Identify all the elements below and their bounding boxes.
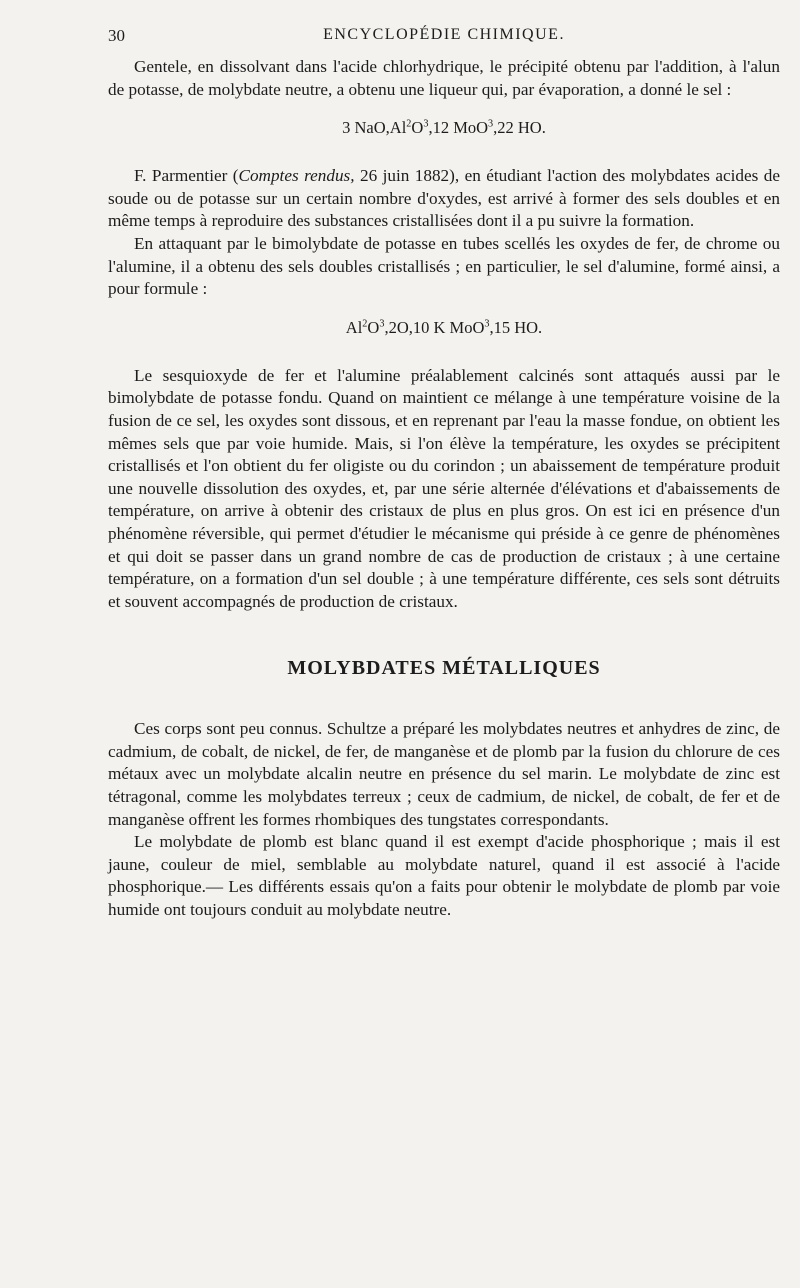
section-heading: MOLYBDATES MÉTALLIQUES: [287, 657, 601, 680]
paragraph-parmentier: F. Parmentier (Comptes rendus, 26 juin 1882), en étudiant l'action des molybdates acides de soude ou de potasse sur un certain nombre d'oxydes, est arrivé à former des sels doubles et en même temps à reproduire des substances cristallisées dont il a pu suivre la formation.: [108, 166, 780, 231]
page-body: [108, 56, 780, 922]
paragraph-bimolybdate-tubes: En attaquant par le bimolybdate de potasse en tubes scellés les oxydes de fer, de chrome ou l'alumine, il a obtenu des sels doubles cristallisés ; en particulier, le sel d'alumine, formé ainsi, a pour formule :: [108, 233, 780, 299]
formula-gentele-salt: 3 $NaO,Al^2O^3,12$ MoO$^3$,22 HO.: [342, 118, 546, 138]
formula-alumina-salt: $Al^2O^3,2O,10$ K MoO$^3$,15 HO.: [345, 317, 543, 337]
paragraph-sesquioxyde: Le sesquioxyde de fer et l'alumine préalablement calcinés sont attaqués aussi par le bimolybdate de potasse fondu. Quand on maintient ce mélange à une température voisine de la fusion de ce sel, les oxydes sont dissous, et en reprenant par l'eau la masse fondue, on obtient les mêmes sels que par voie humide. Mais, si l'on élève la température, les oxydes se précipitent cristallisés et l'on obtient du fer oligiste ou du corindon ; un abaissement de température produit une nouvelle dissolution des oxydes, et, par une série alternée d'élévations et d'abaissements de température, on arrive à obtenir des cristaux de plus en plus gros. On est ici en présence d'un phénomène réversible, qui permet d'étudier le mécanisme qui préside à ce genre de phénomènes et qui doit se passer dans un grand nombre de cas de production de cristaux ; à une certaine température, on a formation d'un sel double ; à une température différente, ces sels sont détruits et souvent accompagnés de production de cristaux.: [108, 365, 780, 611]
paragraph-plomb: Le molybdate de plomb est blanc quand il est exempt d'acide phosphorique ; mais il est jaune, couleur de miel, semblable au molybdate naturel, quand il est associé à l'acide phosphorique.— Les différents essais qu'on a faits pour obtenir le molybdate de plomb par voie humide ont toujours conduit au molybdate neutre.: [108, 832, 780, 920]
page-header: [108, 26, 780, 52]
paragraph-gentele: Gentele, en dissolvant dans l'acide chlorhydrique, le précipité obtenu par l'addition, à l'alun de potasse, de molybdate neutre, a obtenu une liqueur qui, par évaporation, a donné le sel :: [108, 57, 780, 99]
running-title: ENCYCLOPÉDIE CHIMIQUE.: [323, 26, 565, 43]
paragraph-schultze: Ces corps sont peu connus. Schultze a préparé les molybdates neutres et anhydres de zinc, de cadmium, de cobalt, de nickel, de fer, de manganèse et de plomb par la fusion du chlorure de ces métaux avec un molybdate alcalin neutre en présence du sel marin. Le molybdate de zinc est tétragonal, comme les molybdates terreux ; ceux de cadmium, de nickel, de cobalt, de fer et de manganèse offrent les formes rhombiques des tungstates correspondants.: [108, 719, 780, 829]
page-number: 30: [108, 26, 125, 45]
journal-title: Comptes rendus,: [238, 166, 355, 186]
